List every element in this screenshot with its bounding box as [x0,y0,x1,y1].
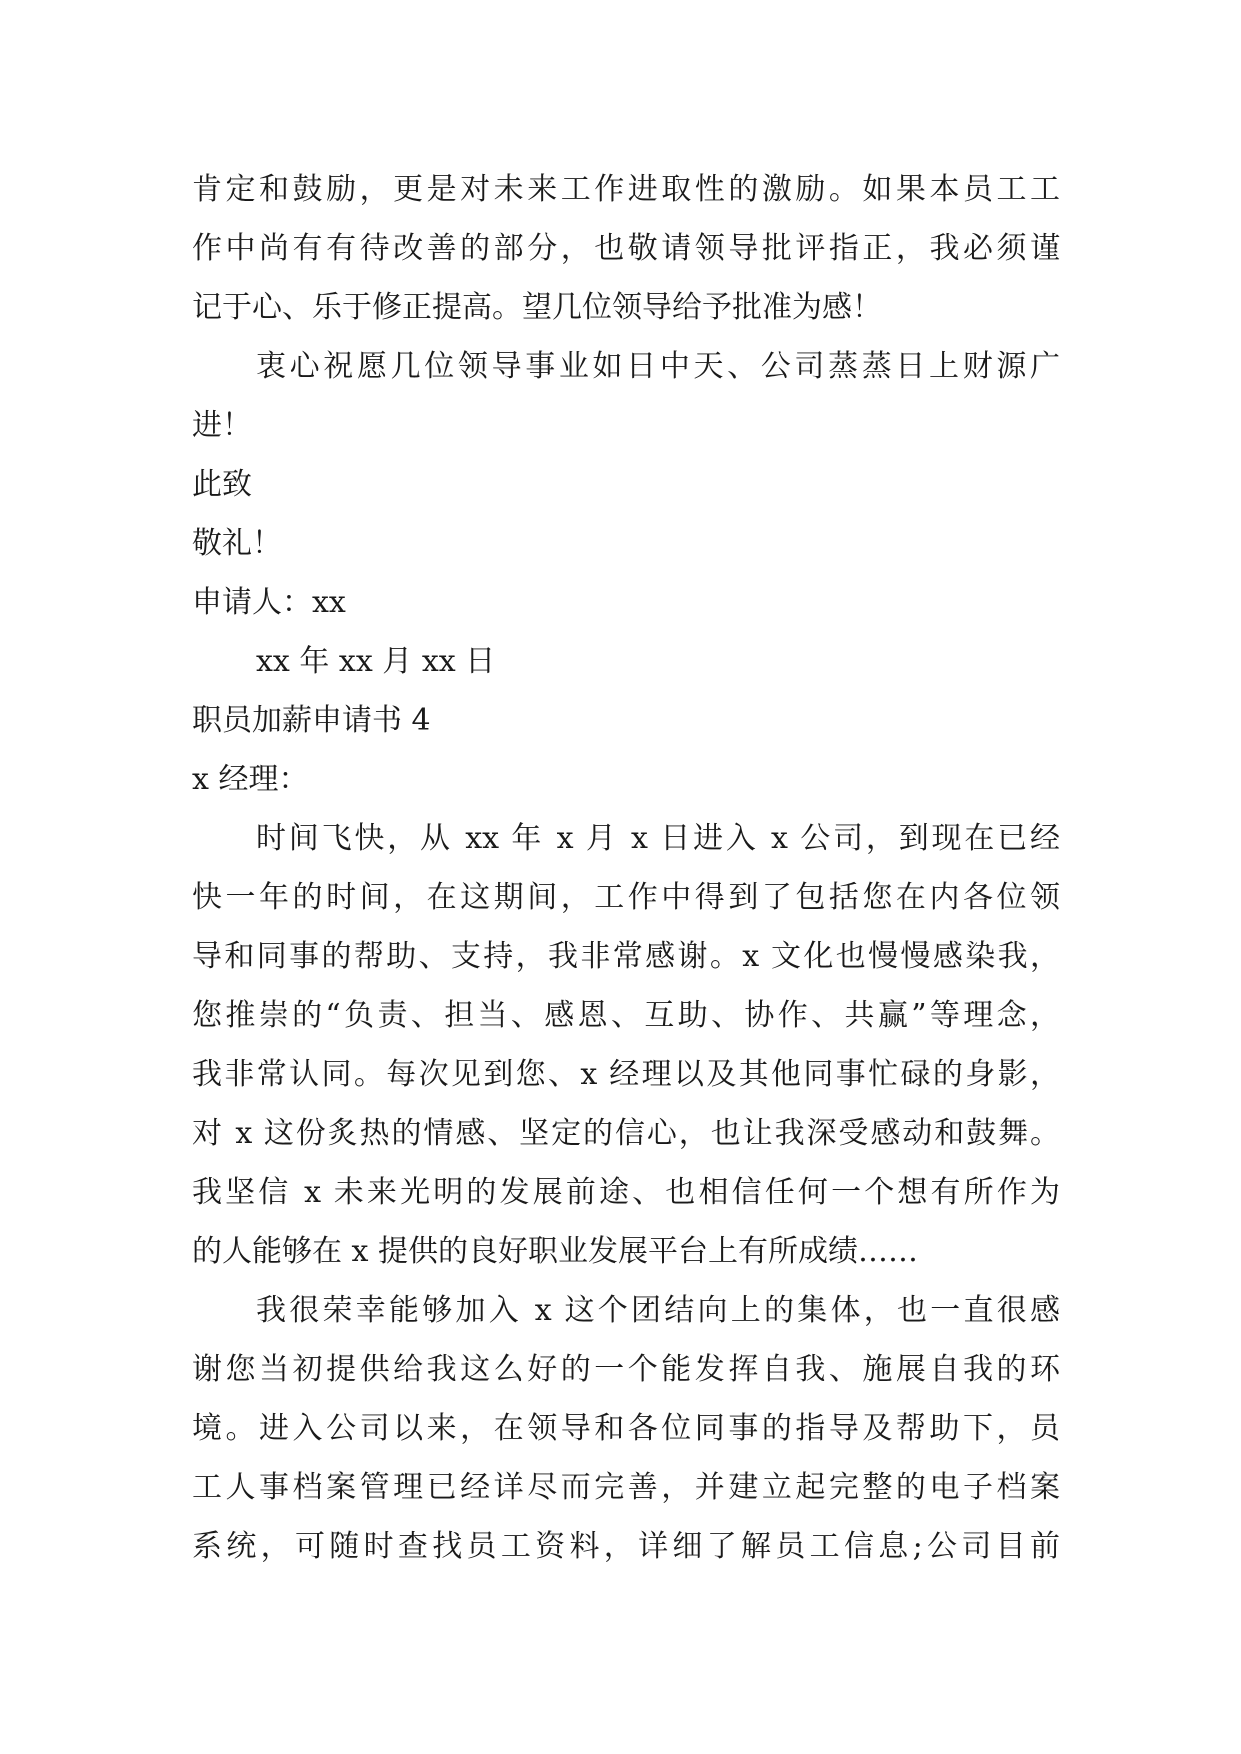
paragraph-start-line: 我很荣幸能够加入 x 这个团结向上的集体，也一直很感 [256,1293,1060,1328]
text-line: 我非常认同。每次见到您、x 经理以及其他同事忙碌的身影， [192,1057,1060,1092]
paragraph-start-line: 时间飞快，从 xx 年 x 月 x 日进入 x 公司，到现在已经 [256,821,1060,856]
applicant-signature: 申请人：xx [192,585,346,620]
text-line: 进！ [192,408,252,443]
text-line: 谢您当初提供给我这么好的一个能发挥自我、施展自我的环 [192,1352,1060,1387]
text-line: 快一年的时间，在这期间，工作中得到了包括您在内各位领 [192,880,1060,915]
text-line: 的人能够在 x 提供的良好职业发展平台上有所成绩…… [192,1234,918,1269]
text-line: 作中尚有有待改善的部分，也敬请领导批评指正，我必须谨 [192,231,1060,266]
closing-salutation: 此致 [192,467,252,502]
closing-regards: 敬礼！ [192,526,282,561]
text-line: 对 x 这份炙热的情感、坚定的信心，也让我深受感动和鼓舞。 [192,1116,1060,1151]
text-line: 您推崇的“负责、担当、感恩、互助、协作、共赢”等理念， [192,998,1060,1033]
text-line: 系统，可随时查找员工资料，详细了解员工信息;公司目前 [192,1529,1060,1564]
document-body [192,160,1060,1576]
text-line: 导和同事的帮助、支持，我非常感谢。x 文化也慢慢感染我， [192,939,1060,974]
text-line: 工人事档案管理已经详尽而完善，并建立起完整的电子档案 [192,1470,1060,1505]
text-line: 境。进入公司以来，在领导和各位同事的指导及帮助下，员 [192,1411,1060,1446]
section-title: 职员加薪申请书 4 [192,703,431,738]
text-line: 记于心、乐于修正提高。望几位领导给予批准为感！ [192,290,882,325]
paragraph-start-line: 衷心祝愿几位领导事业如日中天、公司蒸蒸日上财源广 [256,349,1060,384]
text-line: 肯定和鼓励，更是对未来工作进取性的激励。如果本员工工 [192,172,1060,207]
signature-date: xx 年 xx 月 xx 日 [256,644,496,679]
text-line: 我坚信 x 未来光明的发展前途、也相信任何一个想有所作为 [192,1175,1060,1210]
letter-salutation: x 经理： [192,762,309,797]
